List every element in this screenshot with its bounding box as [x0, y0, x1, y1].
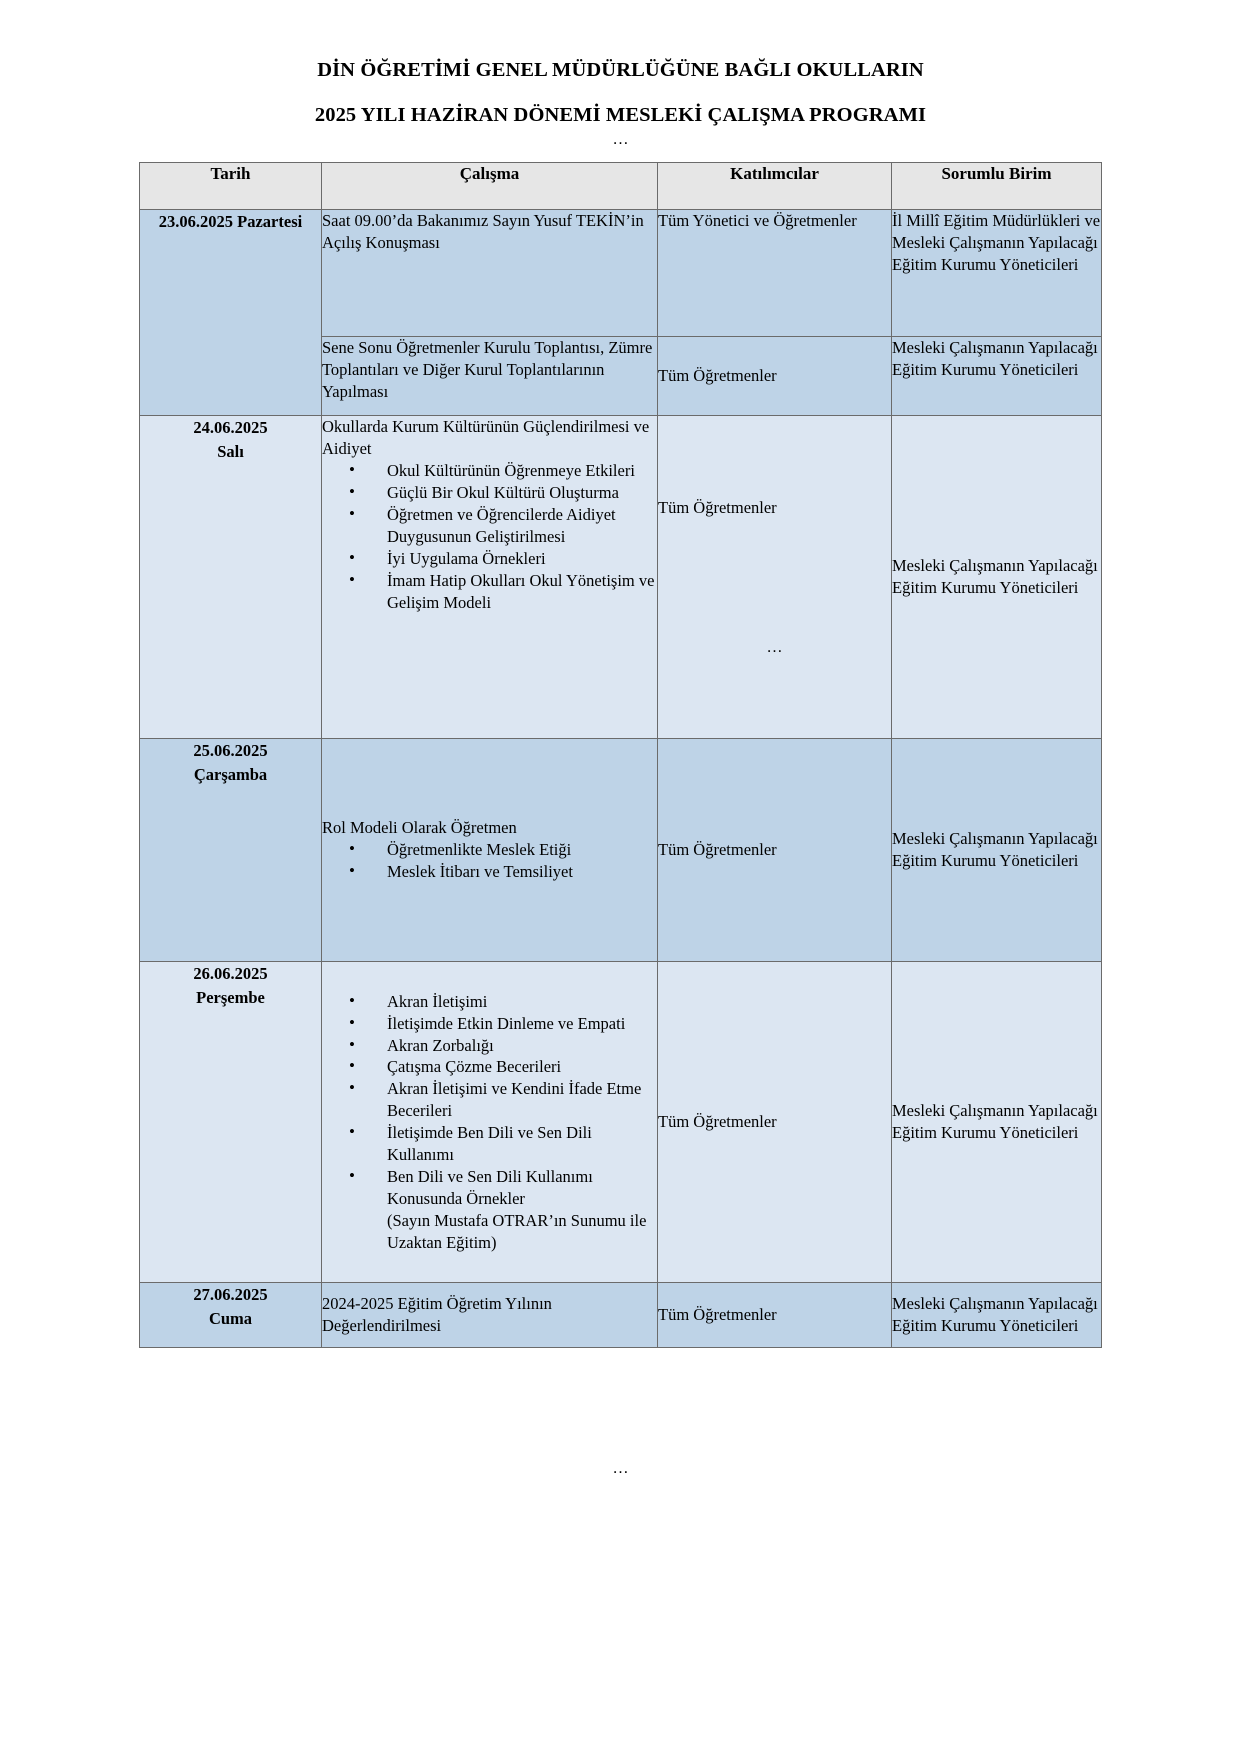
cell-participants [658, 962, 892, 1283]
work-bullet-item: • Akran İletişimi ve Kendini İfade Etme Becerileri [349, 1078, 657, 1122]
work-bullet-item: • Meslek İtibarı ve Temsiliyet [349, 861, 657, 883]
cell-work [322, 962, 658, 1283]
date-line-2: Perşembe [196, 987, 265, 1007]
cell-date [140, 739, 322, 962]
work-paragraph: Rol Modeli Olarak Öğretmen [322, 818, 517, 838]
cell-work [322, 739, 658, 962]
cell-unit [892, 739, 1102, 962]
date-line-1: 26.06.2025 [193, 964, 268, 984]
work-bullet-item: • Öğretmenlikte Meslek Etiği [349, 839, 657, 861]
participants-text: Tüm Öğretmenler [658, 840, 777, 860]
date-line-1: 27.06.2025 [193, 1285, 268, 1305]
work-bullet-item: • Güçlü Bir Okul Kültürü Oluşturma [349, 482, 657, 504]
work-paragraph: Sene Sonu Öğretmenler Kurulu Toplantısı, Zümre Toplantıları ve Diğer Kurul Toplantılarının Yapılması [322, 338, 653, 402]
cell-unit [892, 337, 1102, 416]
table-row [140, 416, 1102, 739]
document-title-block [90, 58, 1151, 148]
work-bullet-list [322, 839, 657, 883]
cell-work [322, 210, 658, 337]
cell-date: 23.06.2025 Pazartesi [140, 210, 322, 416]
document-title-line-1: DİN ÖĞRETİMİ GENEL MÜDÜRLÜĞÜNE BAĞLI OKULLARIN [317, 59, 924, 81]
participants-text: Tüm Öğretmenler [658, 497, 777, 517]
cell-unit [892, 210, 1102, 337]
work-bullet-item: • Öğretmen ve Öğrencilerde Aidiyet Duygusunun Geliştirilmesi [349, 504, 657, 548]
table-row [140, 739, 1102, 962]
work-bullet-item: • Akran İletişimi [349, 991, 657, 1013]
work-bullet-item: • İletişimde Etkin Dinleme ve Empati [349, 1013, 657, 1035]
date-line-2: Cuma [208, 1308, 253, 1328]
cell-date [140, 962, 322, 1283]
work-bullet-item: • İmam Hatip Okulları Okul Yönetişim ve Gelişim Modeli [349, 570, 657, 614]
document-title-line-2: 2025 YILI HAZİRAN DÖNEMİ MESLEKİ ÇALIŞMA PROGRAMI [314, 103, 927, 126]
cell-unit [892, 1283, 1102, 1348]
unit-text: Mesleki Çalışmanın Yapılacağı Eğitim Kurumu Yöneticileri [892, 1294, 1098, 1336]
cell-date [140, 416, 322, 739]
work-bullet-note: (Sayın Mustafa OTRAR’ın Sunumu ile Uzaktan Eğitim) [387, 1211, 647, 1252]
table-row [140, 210, 1102, 337]
participants-text: Tüm Öğretmenler [658, 1112, 777, 1132]
footer-ellipsis: … [612, 1460, 629, 1478]
cell-work [322, 337, 658, 416]
cell-work [322, 416, 658, 739]
table-header-row [140, 163, 1102, 210]
unit-text: İl Millî Eğitim Müdürlükleri ve Mesleki Çalışmanın Yapılacağı Eğitim Kurumu Yöneticileri [892, 211, 1101, 275]
date-line-1: 24.06.2025 [193, 418, 268, 438]
work-paragraph: 2024-2025 Eğitim Öğretim Yılının Değerlendirilmesi [322, 1294, 552, 1336]
cell-participants [658, 739, 892, 962]
work-bullet-item: • Okul Kültürünün Öğrenmeye Etkileri [349, 460, 657, 482]
date-line-1: 25.06.2025 [193, 741, 268, 761]
cell-participants [658, 416, 892, 739]
participants-ellipsis: … [766, 638, 783, 656]
work-paragraph: Okullarda Kurum Kültürünün Güçlendirilmesi ve Aidiyet [322, 417, 650, 459]
date-line-2: Salı [217, 441, 244, 461]
cell-participants [658, 210, 892, 337]
participants-text: Tüm Öğretmenler [658, 1305, 777, 1325]
table-row [140, 1283, 1102, 1348]
cell-participants [658, 337, 892, 416]
column-header-work: Çalışma [322, 163, 658, 210]
title-ellipsis: … [612, 131, 629, 149]
participants-text: Tüm Öğretmenler [658, 366, 777, 386]
work-bullet-list [322, 460, 657, 614]
column-header-unit: Sorumlu Birim [892, 163, 1102, 210]
unit-text: Mesleki Çalışmanın Yapılacağı Eğitim Kurumu Yöneticileri [892, 829, 1098, 871]
work-bullet-item: • İletişimde Ben Dili ve Sen Dili Kullanımı [349, 1122, 657, 1166]
unit-text: Mesleki Çalışmanın Yapılacağı Eğitim Kurumu Yöneticileri [892, 556, 1098, 598]
column-header-date: Tarih [140, 163, 322, 210]
table-body [140, 210, 1102, 1348]
work-bullet-item: • İyi Uygulama Örnekleri [349, 548, 657, 570]
work-bullet-item-text: Ben Dili ve Sen Dili Kullanımı Konusunda Örnekler [387, 1167, 593, 1209]
work-bullet-item: • Akran Zorbalığı [349, 1035, 657, 1057]
cell-unit [892, 962, 1102, 1283]
work-paragraph: Saat 09.00’da Bakanımız Sayın Yusuf TEKİN’in Açılış Konuşması [322, 211, 644, 253]
work-bullet-item: • Çatışma Çözme Becerileri [349, 1056, 657, 1078]
unit-text: Mesleki Çalışmanın Yapılacağı Eğitim Kurumu Yöneticileri [892, 1101, 1098, 1143]
participants-text: Tüm Yönetici ve Öğretmenler [658, 211, 857, 231]
date-line-2: Çarşamba [193, 764, 268, 784]
column-header-participants: Katılımcılar [658, 163, 892, 210]
cell-date [140, 1283, 322, 1348]
work-bullet-list [322, 991, 657, 1254]
cell-participants [658, 1283, 892, 1348]
schedule-table [139, 162, 1102, 1348]
table-row [140, 962, 1102, 1283]
table-header [140, 163, 1102, 210]
cell-unit [892, 416, 1102, 739]
unit-text: Mesleki Çalışmanın Yapılacağı Eğitim Kurumu Yöneticileri [892, 338, 1098, 380]
work-bullet-item-with-note [349, 1166, 657, 1254]
cell-work [322, 1283, 658, 1348]
